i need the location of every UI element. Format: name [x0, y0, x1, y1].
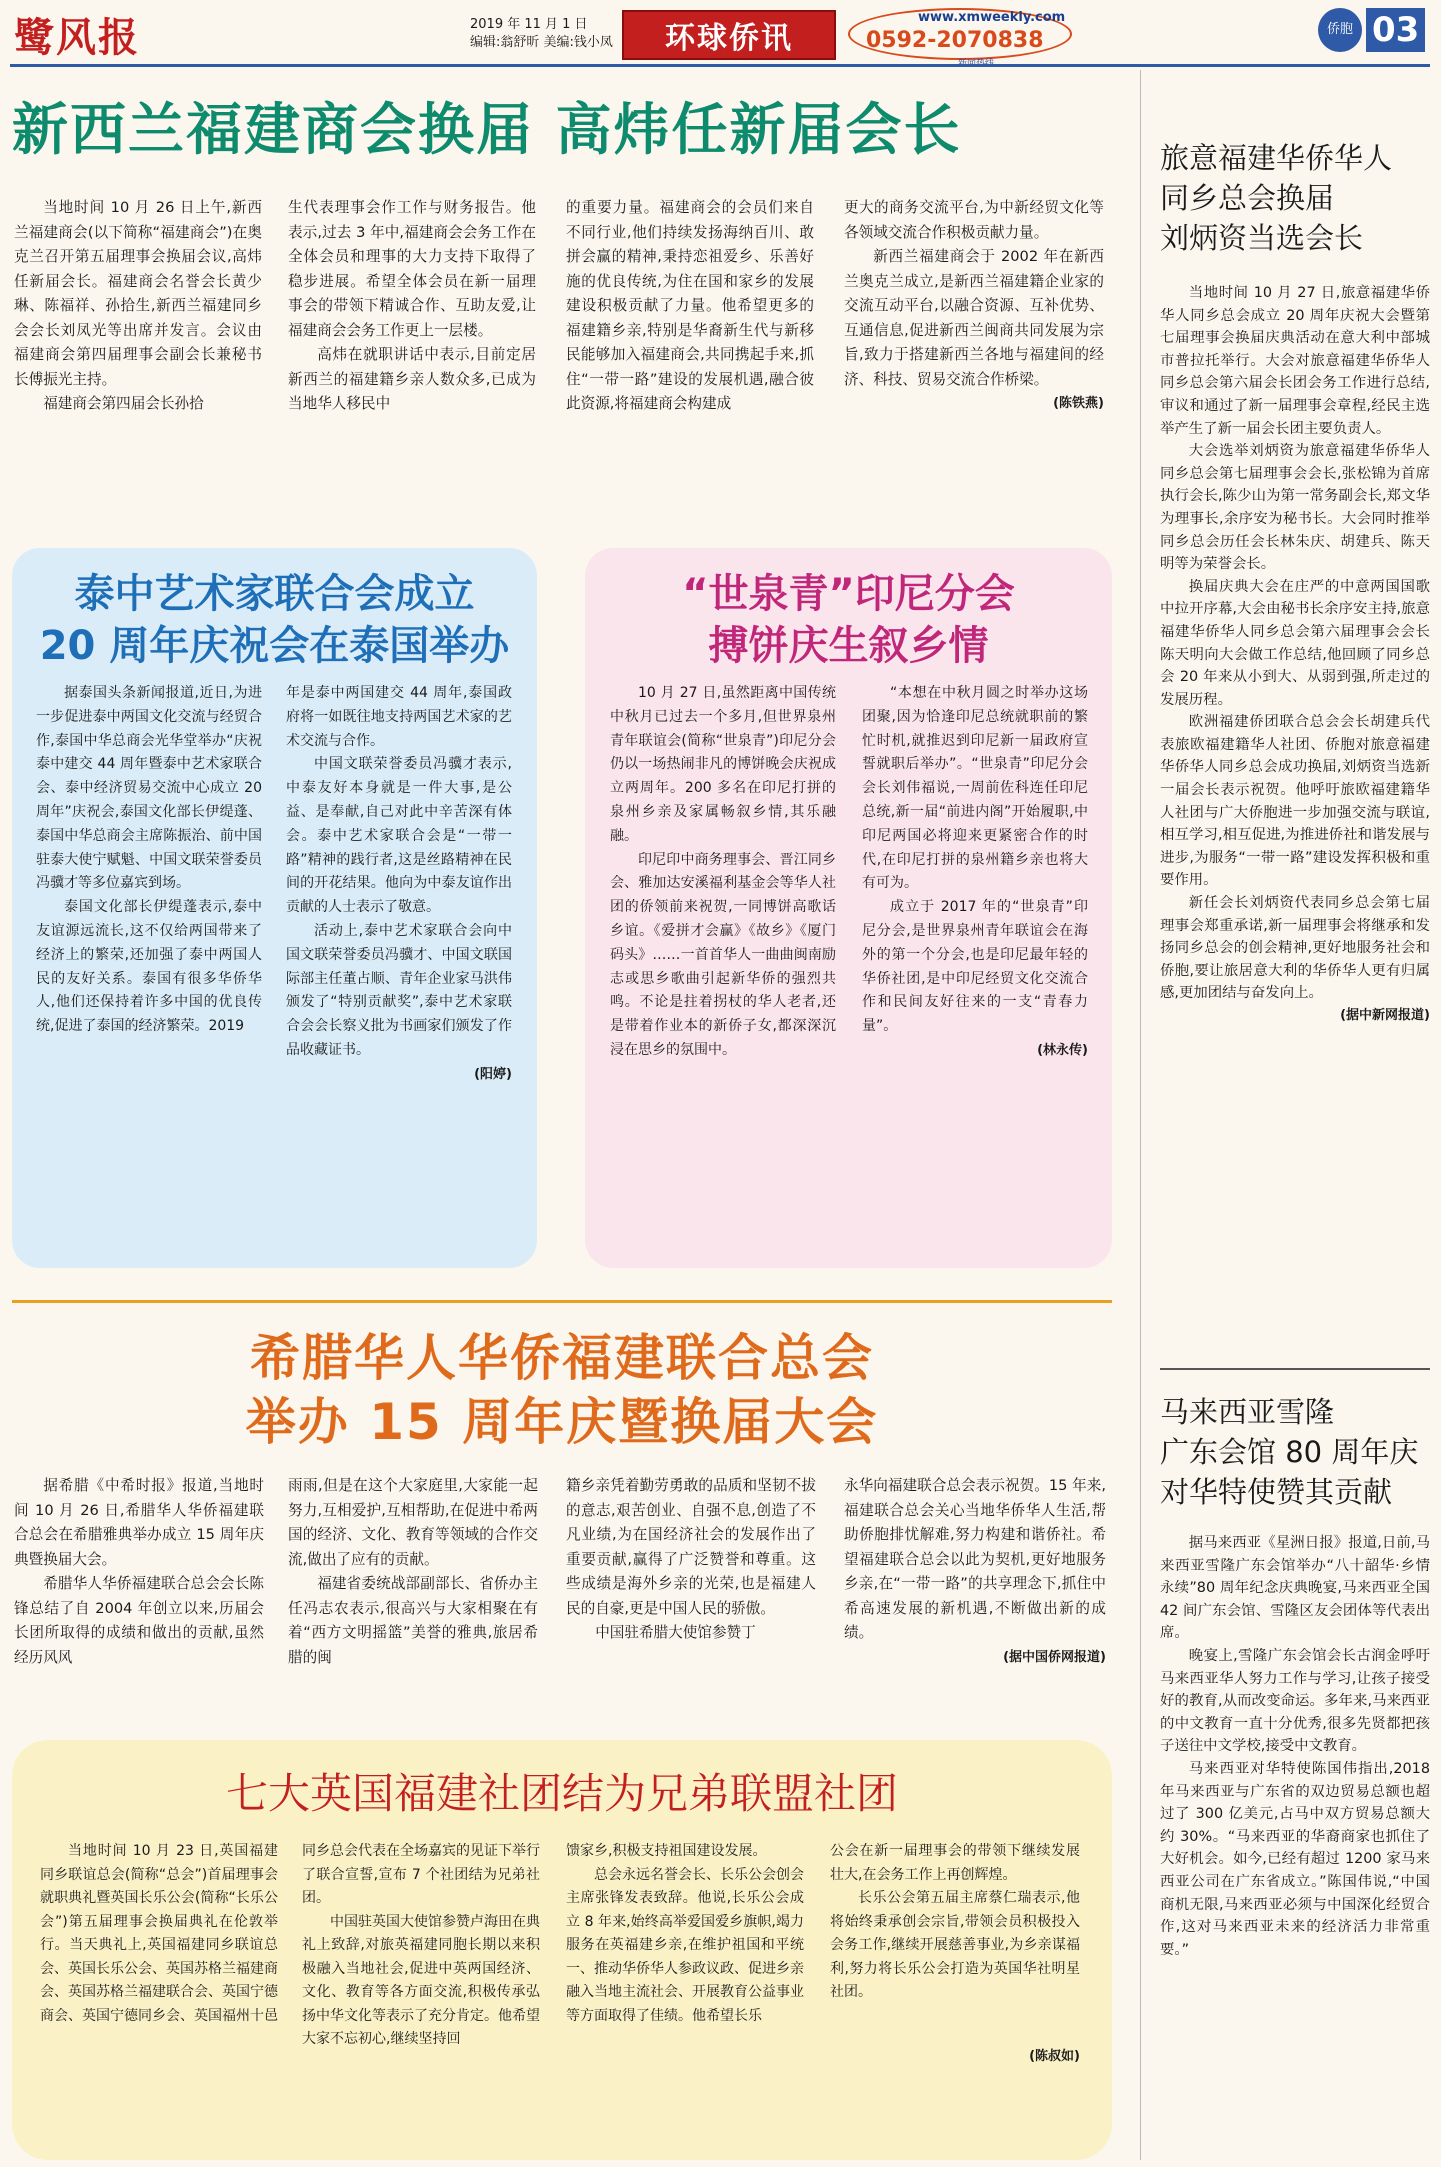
paragraph: 欧洲福建侨团联合总会会长胡建兵代表旅欧福建籍华人社团、侨胞对旅意福建华侨华人同乡总会成功换届,刘炳资当选新一届会长表示祝贺。他呼吁旅欧福建籍华人社团与广大侨胞进一步加强交流与联谊,相互学习,相互促进,为推进侨社和谐发展与进步,为服务“一带一路”建设发挥积极和重要作用。 [1160, 714, 1430, 889]
hotline-phone: 0592-2070838 [866, 28, 1044, 53]
paragraph: 更大的商务交流平台,为中新经贸文化等各领域交流合作积极贡献力量。 [844, 199, 1104, 241]
hotline-caption [958, 56, 994, 69]
paragraph: 中国文联荣誉委员冯骥才表示,中泰友好本身就是一件大事,是公益、是奉献,自己对此中辛苦深有体会。泰中艺术家联合会是“一带一路”精神的践行者,这是丝路精神在民间的开花结果。他向为中泰友谊作出贡献的人士表示了敬意。 [286, 756, 512, 916]
section-banner: 环球侨讯 [622, 10, 836, 60]
headline-line: 搏饼庆生叙乡情 [708, 623, 989, 669]
paragraph: 印尼印中商务理事会、晋江同乡会、雅加达安溪福利基金会等华人社团的侨领前来祝贺,一同博饼高歌话乡谊。《爱拼才会赢》《故乡》《厦门码头》……一首首华人一曲曲闽南励志或思乡歌曲引起新华侨的强烈共鸣。不论是拄着拐杖的华人老者,还是带着作业本的新侨子女,都深深沉浸在思乡的氛围中。 [610, 851, 836, 1058]
headline-line: 旅意福建华侨华人 [1160, 141, 1393, 175]
headline-line: “世泉青”印尼分会 [682, 571, 1015, 617]
hotline-block [848, 8, 1128, 60]
headline-line: 马来西亚雪隆 [1160, 1395, 1335, 1429]
paragraph: 当地时间 10 月 27 日,旅意福建华侨华人同乡总会成立 20 周年庆祝大会暨第七届理事会换届庆典活动在意大利中部城市普拉托举行。大会对旅意福建华侨华人同乡总会第六届会长团会务工作进行总结,审议和通过了新一届理事会章程,经民主选举产生了新一届会长团主要负责人。 [1160, 285, 1430, 437]
article4-col2 [288, 1474, 538, 1670]
article5-col2 [302, 1840, 540, 2052]
header-divider [10, 64, 1430, 67]
article5-signature: (陈叔如) [1029, 2048, 1080, 2064]
paragraph: 据泰国头条新闻报道,近日,为进一步促进泰中两国文化交流与经贸合作,泰国中华总商会光华堂举办“庆祝泰中建交 44 周年暨泰中艺术家联合会、泰中经济贸易交流中心成立 20 周年”庆祝会,泰国文化部长伊缇蓬、泰国中华总商会主席陈振治、前中国驻泰大使宁赋魁、中国文联荣誉委员冯骥才等多位嘉宾到场。 [36, 685, 262, 892]
paragraph: 福建商会第四届会长孙拾 [43, 395, 204, 412]
paragraph: 希腊华人华侨福建联合总会会长陈锋总结了自 2004 年创立以来,历届会长团所取得的成绩和做出的贡献,虽然经历风风 [14, 1575, 264, 1666]
page-badge: 侨胞 [1318, 8, 1362, 52]
paragraph: 当地时间 10 月 26 日上午,新西兰福建商会(以下简称“福建商会”)在奥克兰召开第五届理事会换届会议,高炜任新届会长。福建商会名誉会长黄少琳、陈福祥、孙拾生,新西兰福建同乡会会长刘凤光等出席并发言。会议由福建商会第四届理事会副会长兼秘书长傅振光主持。 [14, 199, 262, 388]
paragraph: “本想在中秋月圆之时举办这场团聚,因为恰逢印尼总统就职前的繁忙时机,就推迟到印尼新一届政府宣誓就职后举办”。“世泉青”印尼分会会长刘伟福说,一周前佐科连任印尼总统,新一届“前进内阁”开始履职,中印尼两国必将迎来更紧密合作的时代,在印尼打拼的泉州籍乡亲也将大有可为。 [862, 685, 1088, 892]
paragraph: 当地时间 10 月 23 日,英国福建同乡联谊总会(简称“总会”)首届理事会就职典礼暨英国长乐公会(简称“长乐公会”)第五届理事会换届典礼在伦敦举行。当天典礼上,英国福建同乡联谊总会、英国长乐公会、英国苏格兰福建商会、英国苏格兰福建联合会、英国宁德商会、英国宁德同乡会、英国福州十邑 [40, 1843, 278, 2024]
sidebar-divider [1140, 70, 1141, 2160]
paragraph: 生代表理事会作工作与财务报告。他表示,过去 3 年中,福建商会会务工作在全体会员和理事的大力支持下取得了稳步进展。希望全体会员在新一届理事会的带领下精诚合作、互助友爱,让福建商会会务工作更上一层楼。 [288, 199, 536, 339]
article1-signature: (陈铁燕) [1053, 396, 1104, 411]
article3-col1 [610, 682, 836, 1063]
article1-col2 [288, 196, 536, 417]
paragraph: 的重要力量。福建商会的会员们来自不同行业,他们持续发扬海纳百川、敢拼会赢的精神,秉持恋祖爱乡、乐善好施的优良传统,为住在国和家乡的发展建设积极贡献了力量。他希望更多的福建籍乡亲,特别是华裔新生代与新移民能够加入福建商会,共同携起手来,抓住“一带一路”建设的发展机遇,融合彼此资源,将福建商会构建成 [566, 199, 814, 412]
headline-line: 广东会馆 80 周年庆 [1160, 1435, 1419, 1469]
paragraph: 新任会长刘炳资代表同乡总会第七届理事会郑重承诺,新一届理事会将继承和发扬同乡总会的创会精神,更好地服务社会和侨胞,要让旅居意大利的华侨华人更有归属感,更加团结与奋发向上。 [1160, 895, 1430, 1002]
article1-col1 [14, 196, 262, 417]
article2-col1 [36, 682, 262, 1039]
paragraph: 同乡总会代表在全场嘉宾的见证下举行了联合宣誓,宣布 7 个社团结为兄弟社团。 [302, 1843, 540, 1906]
paragraph: 福建省委统战部副部长、省侨办主任冯志农表示,很高兴与大家相聚在有着“西方文明摇篮”美誉的雅典,旅居希腊的闽 [288, 1575, 538, 1666]
paragraph: 总会永远名誉会长、长乐公会创会主席张锋发表致辞。他说,长乐公会成立 8 年来,始终高举爱国爱乡旗帜,竭力服务在英福建乡亲,在维护祖国和平统一、推动华侨华人参政议政、促进乡亲融入当地主流社会、开展教育公益事业等方面取得了佳绩。他希望长乐 [566, 1866, 804, 2024]
article5-col3 [566, 1840, 804, 2028]
paragraph: 雨雨,但是在这个大家庭里,大家能一起努力,互相爱护,互相帮助,在促进中希两国的经济、文化、教育等领域的合作交流,做出了应有的贡献。 [288, 1477, 538, 1568]
article4-col3 [566, 1474, 816, 1646]
article1-col3 [566, 196, 814, 417]
paragraph: 成立于 2017 年的“世泉青”印尼分会,是世界泉州青年联谊会在海外的第一个分会,也是印尼最年轻的华侨社团,是中印尼经贸文化交流合作和民间友好往来的一支“青春力量”。 [862, 899, 1088, 1035]
headline-line: 对华特使赞其贡献 [1160, 1475, 1393, 1509]
paragraph: 长乐公会第五届主席蔡仁瑞表示,他将始终秉承创会宗旨,带领会员积极投入会务工作,继续开展慈善事业,为乡亲谋福利,努力将长乐公会打造为英国华社明星社团。 [830, 1890, 1080, 2000]
date-text: 2019 年 11 月 1 日 [470, 17, 588, 32]
headline-line: 20 周年庆祝会在泰国举办 [39, 623, 510, 669]
article2-headline [12, 568, 537, 672]
paragraph: 活动上,泰中艺术家联合会向中国文联荣誉委员冯骥才、中国文联国际部主任董占顺、青年企业家马洪伟颁发了“特别贡献奖”,泰中艺术家联合会会长察义批为书画家们颁发了作品收藏证书。 [286, 922, 512, 1058]
sidebar1-signature: (据中新网报道) [1340, 1008, 1430, 1023]
paragraph: 据马来西亚《星洲日报》报道,日前,马来西亚雪隆广东会馆举办“八十韶华·乡情永续”80 周年纪念庆典晚宴,马来西亚全国 42 间广东会馆、雪隆区友会团体等代表出席。 [1160, 1535, 1430, 1642]
paragraph: 年是泰中两国建交 44 周年,泰国政府将一如既往地支持两国艺术家的艺术交流与合作。 [286, 685, 512, 749]
paragraph: 据希腊《中希时报》报道,当地时间 10 月 26 日,希腊华人华侨福建联合总会在希腊雅典举办成立 15 周年庆典暨换届大会。 [14, 1477, 264, 1568]
article5-headline: 七大英国福建社团结为兄弟联盟社团 [225, 1769, 898, 1818]
paragraph: 晚宴上,雪隆广东会馆会长古润金呼吁马来西亚华人努力工作与学习,让孩子接受好的教育,从而改变命运。多年来,马来西亚的中文教育一直十分优秀,很多先贤都把孩子送往中文学校,接受中文教育。 [1160, 1647, 1430, 1755]
page-number-box [1318, 8, 1425, 52]
article2-col2 [286, 682, 512, 1087]
paragraph: 中国驻英国大使馆参赞卢海田在典礼上致辞,对旅英福建同胞长期以来积极融入当地社会,促进中英两国经济、文化、教育等各方面交流,积极传承弘扬中华文化等表示了充分肯定。他希望大家不忘初心,继续坚持回 [302, 1913, 540, 2047]
headline-line: 举办 15 周年庆暨换届大会 [245, 1393, 879, 1451]
newspaper-logo: 鹭风报 [14, 14, 140, 61]
article4-col1 [14, 1474, 264, 1670]
headline-line: 泰中艺术家联合会成立 [74, 571, 475, 617]
sidebar-separator [1160, 1368, 1430, 1370]
paragraph: 公会在新一届理事会的带领下继续发展壮大,在会务工作上再创辉煌。 [830, 1843, 1080, 1883]
paragraph: 换届庆典大会在庄严的中意两国国歌中拉开序幕,大会由秘书长余序安主持,旅意福建华侨华人同乡总会第六届理事会会长陈天明向大会做工作总结,他回顾了同乡总会 20 年来从小到大、从弱到强,所走过的发展历程。 [1160, 578, 1430, 708]
headline-line: 同乡总会换届 [1160, 181, 1335, 215]
paragraph: 中国驻希腊大使馆参赞丁 [595, 1624, 756, 1641]
article3-signature: (林永传) [1037, 1042, 1088, 1058]
section-divider [12, 1300, 1112, 1303]
article1-headline: 新西兰福建商会换届 高炜任新届会长 [12, 98, 962, 163]
article3-headline [585, 568, 1112, 672]
headline-line: 刘炳资当选会长 [1160, 221, 1364, 255]
article4-signature: (据中国侨网报道) [1003, 1649, 1106, 1665]
issue-date [470, 16, 613, 52]
paragraph: 籍乡亲凭着勤劳勇敢的品质和坚韧不拔的意志,艰苦创业、自强不息,创造了不凡业绩,为在国经济社会的发展作出了重要贡献,赢得了广泛赞誉和尊重。这些成绩是海外乡亲的光荣,也是福建人民的自豪,更是中国人民的骄傲。 [566, 1477, 816, 1617]
paragraph: 永华向福建联合总会表示祝贺。15 年来,福建联合总会关心当地华侨华人生活,帮助侨胞排忧解难,努力构建和谐侨社。希望福建联合总会以此为契机,更好地服务乡亲,在“一带一路”的共享理念下,抓住中希高速发展的新机遇,不断做出新的成绩。 [844, 1477, 1106, 1641]
website-link[interactable]: www.xmweekly.com [918, 10, 1066, 25]
paragraph: 马来西亚对华特使陈国伟指出,2018 年马来西亚与广东省的双边贸易总额也超过了 300 亿美元,占马中双方贸易总额大约 30%。“马来西亚的华裔商家也抓住了大好机会。如今,已经有超过 1200 家马来西亚公司在广东省成立。”陈国伟说,“中国商机无限,马来西亚必须与中国深化经贸合作,这对马来西亚未来的经济活力非常重要。” [1160, 1760, 1430, 1958]
sidebar1-body [1160, 282, 1430, 1028]
editors-text: 编辑:翁舒昕 美编:钱小凤 [470, 35, 613, 50]
sidebar2-headline [1160, 1392, 1430, 1512]
article3-col2 [862, 682, 1088, 1063]
paragraph: 10 月 27 日,虽然距离中国传统中秋月已过去一个多月,但世界泉州青年联谊会(简称“世泉青”)印尼分会仍以一场热闹非凡的博饼晚会庆祝成立两周年。200 多名在印尼打拼的泉州乡亲及家属畅叙乡情,其乐融融。 [610, 685, 836, 844]
article2-signature: (阳婷) [474, 1066, 512, 1082]
sidebar2-body [1160, 1532, 1430, 1961]
paragraph: 馈家乡,积极支持祖国建设发展。 [566, 1843, 767, 1859]
article1-col4 [844, 196, 1104, 417]
paragraph: 高炜在就职讲话中表示,目前定居新西兰的福建籍乡亲人数众多,已成为当地华人移民中 [288, 346, 536, 412]
paragraph: 新西兰福建商会于 2002 年在新西兰奥克兰成立,是新西兰福建籍企业家的交流互动平台,以融合资源、互补优势、互通信息,促进新西兰闽商共同发展为宗旨,致力于搭建新西兰各地与福建间的经济、科技、贸易交流合作桥梁。 [844, 248, 1104, 388]
page-number: 03 [1366, 8, 1425, 52]
sidebar1-headline [1160, 138, 1430, 258]
article5-col1 [40, 1840, 278, 2028]
article4-col4 [844, 1474, 1106, 1670]
paragraph: 泰国文化部长伊缇蓬表示,泰中友谊源远流长,这不仅给两国带来了经济上的繁荣,还加强了泰中两国人民的友好关系。泰国有很多华侨华人,他们还保持着许多中国的优良传统,促进了泰国的经济繁荣。2019 [36, 899, 262, 1035]
paragraph: 大会选举刘炳资为旅意福建华侨华人同乡总会第七届理事会会长,张松锦为首席执行会长,陈少山为第一常务副会长,郑文华为理事长,余序安为秘书长。大会同时推举同乡总会历任会长林朱庆、胡建兵、陈天明等为荣誉会长。 [1160, 443, 1430, 573]
headline-line: 希腊华人华侨福建联合总会 [250, 1329, 874, 1387]
article5-col4 [830, 1840, 1080, 2068]
article4-headline [12, 1326, 1112, 1454]
